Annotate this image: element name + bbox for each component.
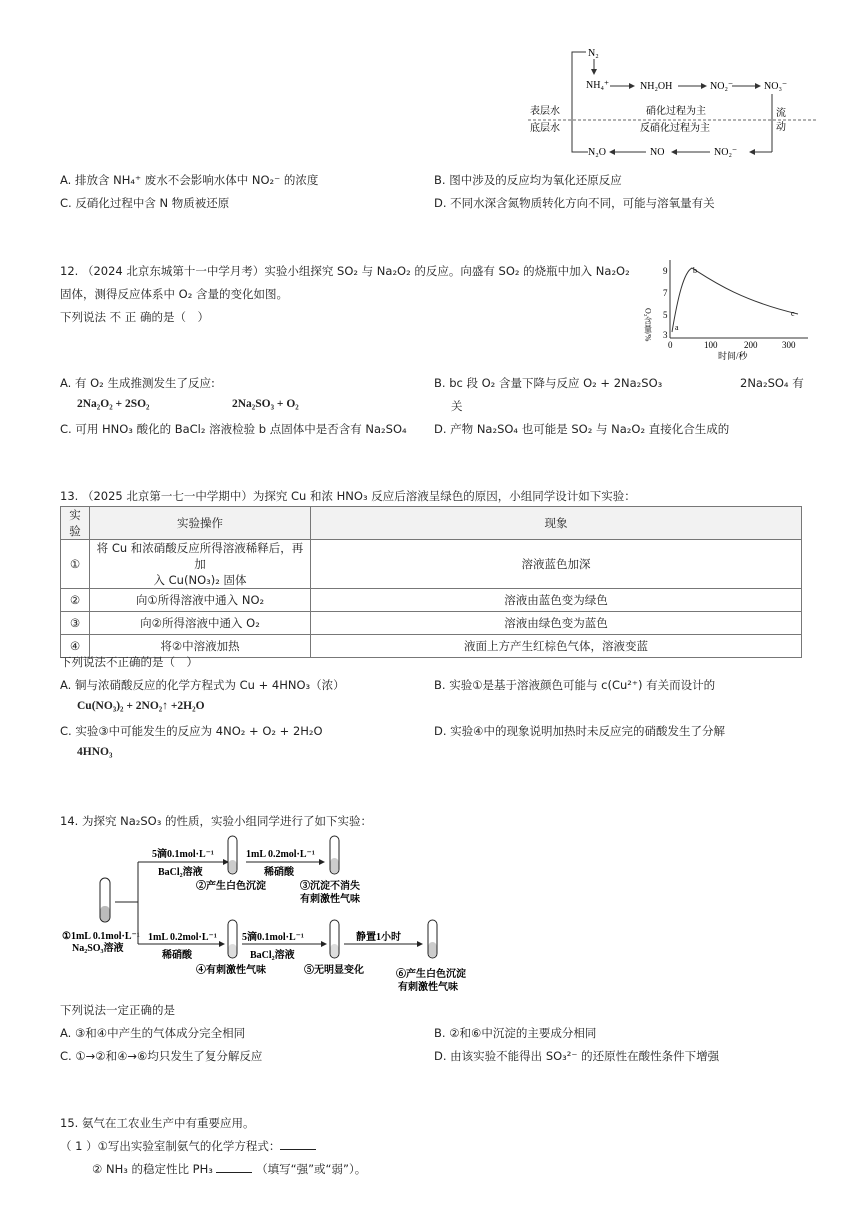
answer-blank-2[interactable] <box>216 1162 252 1173</box>
tube-4-label: ④有刺激性气味 <box>196 965 266 976</box>
tube-2-label: ②产生白色沉淀 <box>196 881 266 892</box>
xtick-300: 300 <box>782 340 796 350</box>
ytick-7: 7 <box>663 288 668 298</box>
row-result: 液面上方产生红棕色气体，溶液变蓝 <box>311 635 802 658</box>
nitrogen-cycle-diagram <box>528 40 818 162</box>
q13-option-c-line2: 4HNO₃ <box>77 746 113 758</box>
q14-option-a[interactable]: A. ③和④中产生的气体成分完全相同 <box>60 1026 246 1040</box>
ytick-9: 9 <box>663 266 668 276</box>
header-operation: 实验操作 <box>90 507 311 540</box>
q12-option-a-line1[interactable]: A. 有 O₂ 生成推测发生了反应: <box>60 376 215 390</box>
q12-stem-line3: 下列说法 不 正 确的是（ ） <box>60 310 209 324</box>
xtick-0: 0 <box>668 340 673 350</box>
tube-3-label-b: 有刺激性气味 <box>300 894 360 905</box>
tube-4-icon <box>228 920 237 958</box>
row-operation: 将②中溶液加热 <box>90 635 311 658</box>
denitrification-label: 反硝化过程为主 <box>640 123 710 134</box>
q13-option-d[interactable]: D. 实验④中的现象说明加热时未反应完的硝酸发生了分解 <box>434 724 725 738</box>
top-arrow2-label-b: 稀硝酸 <box>264 867 294 878</box>
row-operation: 向②所得溶液中通入 O₂ <box>90 612 311 635</box>
q11-option-b[interactable]: B. 图中涉及的反应均为氧化还原反应 <box>434 173 622 187</box>
row-result: 溶液由绿色变为蓝色 <box>311 612 802 635</box>
q15-stem: 15. 氨气在工农业生产中有重要应用。 <box>60 1116 255 1130</box>
tube-2-icon <box>228 836 237 874</box>
bot-arrow2-label-a: 5滴0.1mol·L⁻¹ <box>242 932 304 943</box>
q11-option-c[interactable]: C. 反硝化过程中含 N 物质被还原 <box>60 196 230 210</box>
tube-1-icon <box>100 878 110 922</box>
q13-stem: 13. （2025 北京第一七一中学期中）为探究 Cu 和浓 HNO₃ 反应后溶液呈绿色的原因，小组同学设计如下实验： <box>60 489 636 503</box>
o2-content-graph <box>643 256 813 362</box>
point-a: a <box>675 323 679 332</box>
tube-5-icon <box>330 920 339 958</box>
row-operation: 向①所得溶液中通入 NO₂ <box>90 589 311 612</box>
start-label-1: ①1mL 0.1mol·L⁻¹ <box>62 931 140 942</box>
flow-label-2: 动 <box>776 122 786 133</box>
graph-ylabel: O₂含量/% <box>643 308 653 342</box>
q12-option-b-line2: 关 <box>451 399 463 413</box>
q12-option-d[interactable]: D. 产物 Na₂SO₄ 也可能是 SO₂ 与 Na₂O₂ 直接化合生成的 <box>434 422 730 436</box>
sodium-sulfite-experiment-diagram <box>60 830 466 1000</box>
tube-3-icon <box>330 836 339 874</box>
graph-xlabel: 时间/秒 <box>718 351 748 361</box>
bot-arrow2-label-b: BaCl₂溶液 <box>250 950 295 961</box>
q14-stem: 14. 为探究 Na₂SO₃ 的性质，实验小组同学进行了如下实验： <box>60 814 372 828</box>
q13-question: 下列说法不正确的是（ ） <box>60 655 198 669</box>
answer-blank-1[interactable] <box>280 1139 316 1150</box>
table-row <box>61 540 802 589</box>
top-arrow1-label-b: BaCl₂溶液 <box>158 867 203 878</box>
flow-label-1: 流 <box>776 108 786 119</box>
q15-part2 <box>92 1161 366 1177</box>
row-number: ④ <box>61 635 90 658</box>
row-number: ③ <box>61 612 90 635</box>
q12-option-b-line1[interactable]: B. bc 段 O₂ 含量下降与反应 O₂ + 2Na₂SO₃ <box>434 376 663 390</box>
top-arrow1-label-a: 5滴0.1mol·L⁻¹ <box>152 849 214 860</box>
no2-top-label: NO₂⁻ <box>710 81 734 92</box>
q11-option-a[interactable]: A. 排放含 NH₄⁺ 废水不会影响水体中 NO₂⁻ 的浓度 <box>60 173 319 187</box>
xtick-200: 200 <box>744 340 758 350</box>
tube-3-label-a: ③沉淀不消失 <box>300 881 360 892</box>
q12-stem-line1: 12. （2024 北京东城第十一中学月考）实验小组探究 SO₂ 与 Na₂O₂ 的反应。向盛有 SO₂ 的烧瓶中加入 Na₂O₂ <box>60 264 630 278</box>
q15-part1-text: （ 1 ）①写出实验室制氨气的化学方程式： <box>60 1139 281 1153</box>
no-label: NO <box>650 147 665 158</box>
nh2oh-label: NH₂OH <box>640 81 673 92</box>
start-label-2: Na₂SO₃溶液 <box>72 943 124 954</box>
header-phenomenon: 现象 <box>311 507 802 540</box>
q13-option-c-line1[interactable]: C. 实验③中可能发生的反应为 4NO₂ + O₂ + 2H₂O <box>60 724 323 738</box>
header-experiment: 实验 <box>61 507 90 540</box>
tube-6-label-b: 有刺激性气味 <box>398 982 458 993</box>
xtick-100: 100 <box>704 340 718 350</box>
no2-bottom-label: NO₂⁻ <box>714 147 738 158</box>
tube-6-icon <box>428 920 437 958</box>
q12-option-a-products: 2Na₂SO₃ + O₂ <box>232 398 299 410</box>
q12-option-a-reactants: 2Na₂O₂ + 2SO₂ <box>77 398 150 410</box>
q12-option-b-product: 2Na₂SO₄ 有 <box>740 376 804 390</box>
surface-water-label: 表层水 <box>530 106 560 117</box>
no3-top-label: NO₃⁻ <box>764 81 788 92</box>
table-row <box>61 589 802 612</box>
point-c: c <box>791 309 795 318</box>
top-arrow2-label-a: 1mL 0.2mol·L⁻¹ <box>246 849 315 860</box>
bottom-water-label: 底层水 <box>530 123 560 134</box>
tube-6-label-a: ⑥产生白色沉淀 <box>396 969 466 980</box>
ytick-3: 3 <box>663 330 668 340</box>
ytick-5: 5 <box>663 310 668 320</box>
row-number: ② <box>61 589 90 612</box>
q14-option-d[interactable]: D. 由该实验不能得出 SO₃²⁻ 的还原性在酸性条件下增强 <box>434 1049 720 1063</box>
q14-option-c[interactable]: C. ①→②和④→⑥均只发生了复分解反应 <box>60 1049 263 1063</box>
q12-option-c[interactable]: C. 可用 HNO₃ 酸化的 BaCl₂ 溶液检验 b 点固体中是否含有 Na₂SO₄ <box>60 422 407 436</box>
q12-stem-line2: 固体，测得反应体系中 O₂ 含量的变化如图。 <box>60 287 288 301</box>
tube-5-label: ⑤无明显变化 <box>304 965 364 976</box>
row-result: 溶液蓝色加深 <box>311 540 802 589</box>
row-number: ① <box>61 540 90 589</box>
n2-label: N₂ <box>588 48 599 59</box>
table-header-row <box>61 507 802 540</box>
q14-question: 下列说法一定正确的是 <box>60 1003 175 1017</box>
row-result: 溶液由蓝色变为绿色 <box>311 589 802 612</box>
q15-part2-text-a: ② NH₃ 的稳定性比 PH₃ <box>92 1162 213 1176</box>
n2o-label: N₂O <box>588 147 606 158</box>
bot-arrow3-label: 静置1小时 <box>356 932 401 943</box>
bot-arrow1-label-b: 稀硝酸 <box>162 950 192 961</box>
q11-option-d[interactable]: D. 不同水深含氮物质转化方向不同，可能与溶氧量有关 <box>434 196 715 210</box>
experiment-table <box>60 506 802 658</box>
o2-curve <box>672 268 798 332</box>
bot-arrow1-label-a: 1mL 0.2mol·L⁻¹ <box>148 932 217 943</box>
nh4-label: NH₄⁺ <box>586 80 610 91</box>
point-b: b <box>693 266 697 275</box>
nitrification-label: 硝化过程为主 <box>646 106 706 117</box>
q15-part1 <box>60 1138 316 1154</box>
q15-part2-text-b: （填写“强”或“弱”）。 <box>256 1162 367 1176</box>
q13-option-a-line2: Cu(NO₃)₂ + 2NO₂↑ +2H₂O <box>77 700 205 712</box>
table-row <box>61 612 802 635</box>
q13-option-b[interactable]: B. 实验①是基于溶液颜色可能与 c(Cu²⁺) 有关而设计的 <box>434 678 716 692</box>
q13-option-a-line1[interactable]: A. 铜与浓硝酸反应的化学方程式为 Cu + 4HNO₃（浓） <box>60 678 345 692</box>
q14-option-b[interactable]: B. ②和⑥中沉淀的主要成分相同 <box>434 1026 597 1040</box>
row-operation: 将 Cu 和浓硝酸反应所得溶液稀释后，再加 入 Cu(NO₃)₂ 固体 <box>90 540 311 589</box>
